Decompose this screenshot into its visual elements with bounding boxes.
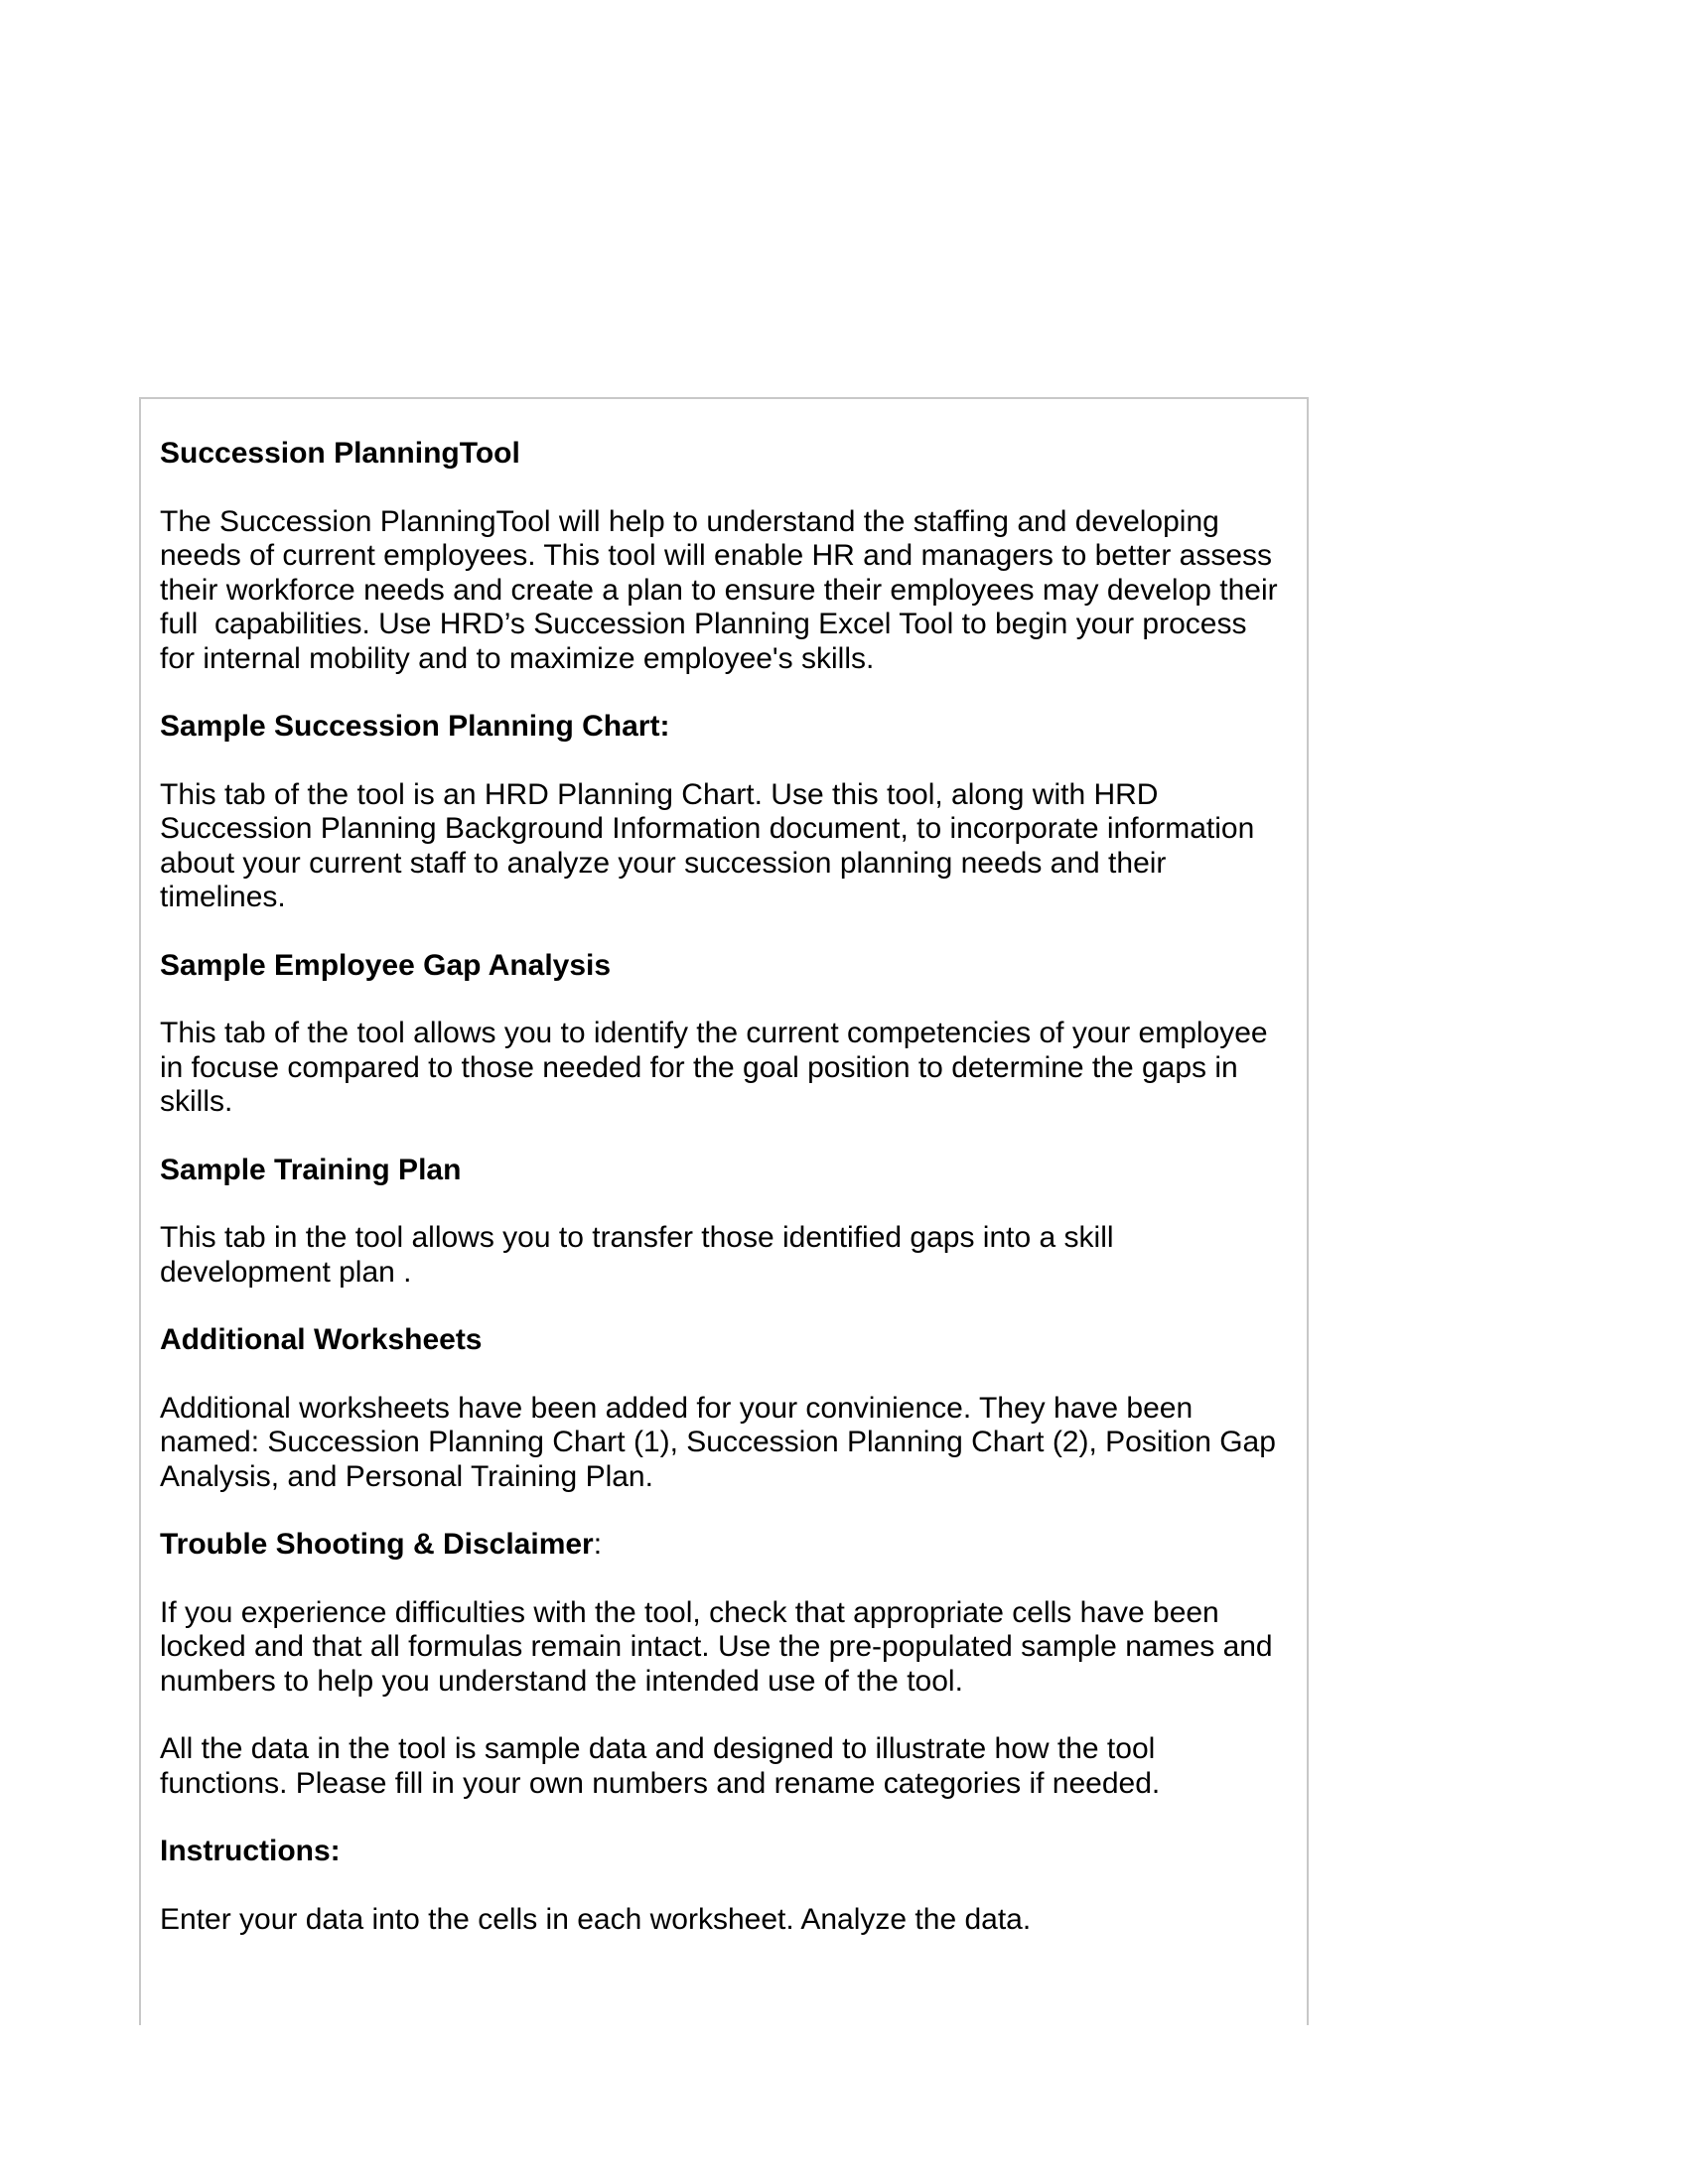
- section-body-succession-chart: This tab of the tool is an HRD Planning Chart. Use this tool, along with HRD Succession Planning Background Information document, to incorporate information about your current staff to analyze your succession planning needs and their timelines.: [160, 777, 1263, 913]
- troubleshooting-heading-colon: :: [593, 1528, 603, 1561]
- section-body-instructions: Enter your data into the cells in each worksheet. Analyze the data.: [160, 1902, 1032, 1936]
- section-body-disclaimer: All the data in the tool is sample data and designed to illustrate how the tool functions. Please fill in your own numbers and rename categories if needed.: [160, 1732, 1164, 1800]
- intro-paragraph: The Succession PlanningTool will help to understand the staffing and developing needs of current employees. This tool will enable HR and managers to better assess their workforce needs and create a plan to ensure their employees may develop their full capabilities. Use HRD’s Succession Planning Excel Tool to begin your process for internal mobility and to maximize employee's skills.: [160, 504, 1286, 675]
- section-body-gap-analysis: This tab of the tool allows you to identify the current competencies of your employee in focuse compared to those needed for the goal position to determine the gaps in skills.: [160, 1017, 1276, 1118]
- section-body-troubleshooting: If you experience difficulties with the tool, check that appropriate cells have been locked and that all formulas remain intact. Use the pre-populated sample names and numbers to help you understand the intended use of the tool.: [160, 1595, 1281, 1698]
- section-heading-additional-worksheets: Additional Worksheets: [160, 1323, 483, 1356]
- document-title: Succession PlanningTool: [160, 437, 520, 470]
- section-heading-troubleshooting: [160, 1528, 1287, 1563]
- section-heading-gap-analysis: Sample Employee Gap Analysis: [160, 948, 612, 982]
- instructions-text-box: [139, 397, 1309, 2025]
- section-body-additional-worksheets: Additional worksheets have been added for your convinience. They have been named: Succession Planning Chart (1), Succession Planning Chart (2), Position Gap Analysis, and Personal Training Plan.: [160, 1391, 1283, 1493]
- section-heading-instructions: Instructions:: [160, 1835, 341, 1867]
- section-body-training-plan: This tab in the tool allows you to transfer those identified gaps into a skill development plan .: [160, 1221, 1122, 1289]
- troubleshooting-heading-text: Trouble Shooting & Disclaimer: [160, 1528, 594, 1561]
- section-heading-succession-chart: Sample Succession Planning Chart:: [160, 710, 670, 743]
- section-heading-training-plan: Sample Training Plan: [160, 1153, 462, 1186]
